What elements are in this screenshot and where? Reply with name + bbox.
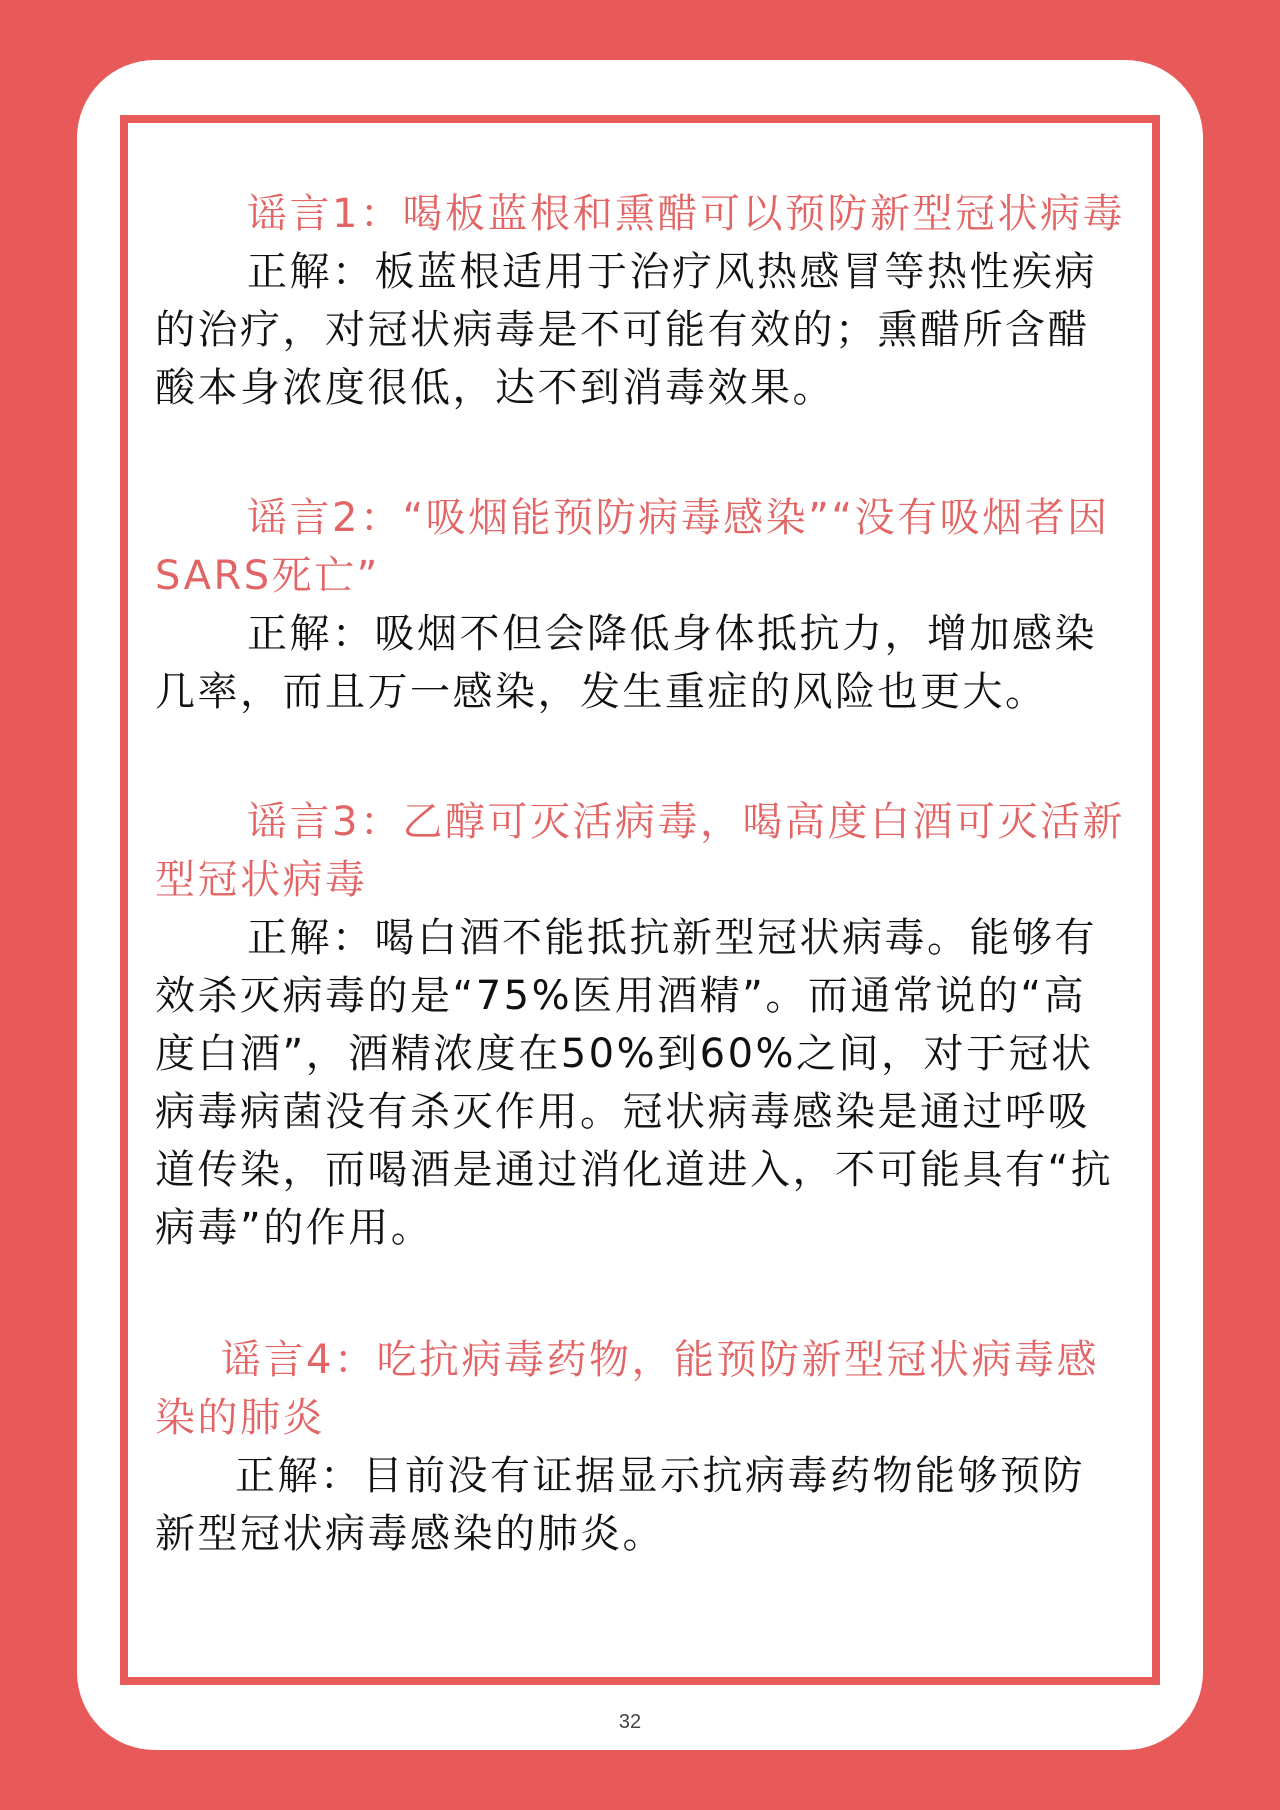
rumor-section-3 (155, 793, 1125, 1257)
rumor-section-2 (155, 489, 1125, 721)
rumor-title-4: 谣言4：吃抗病毒药物，能预防新型冠状病毒感染的肺炎 (155, 1337, 1099, 1441)
rumor-answer-4: 正解：目前没有证据显示抗病毒药物能够预防新型冠状病毒感染的肺炎。 (155, 1453, 1085, 1557)
rumor-title-1: 谣言1：喝板蓝根和熏醋可以预防新型冠状病毒 (247, 191, 1125, 237)
rumor-answer-2: 正解：吸烟不但会降低身体抵抗力，增加感染几率，而且万一感染，发生重症的风险也更大。 (155, 611, 1097, 715)
rumor-title-3: 谣言3：乙醇可灭活病毒，喝高度白酒可灭活新型冠状病毒 (155, 799, 1125, 903)
rumor-section-4 (155, 1331, 1125, 1563)
rumor-answer-1: 正解：板蓝根适用于治疗风热感冒等热性疾病的治疗，对冠状病毒是不可能有效的；熏醋所含醋酸本身浓度很低，达不到消毒效果。 (155, 249, 1097, 411)
rumor-section-1 (155, 185, 1125, 417)
rumor-answer-3: 正解：喝白酒不能抵抗新型冠状病毒。能够有效杀灭病毒的是“75%医用酒精”。而通常说的“高度白酒”，酒精浓度在50%到60%之间，对于冠状病毒病菌没有杀灭作用。冠状病毒感染是通过呼吸道传染，而喝酒是通过消化道进入，不可能具有“抗病毒”的作用。 (155, 915, 1114, 1251)
rumor-title-2: 谣言2：“吸烟能预防病毒感染”“没有吸烟者因SARS死亡” (155, 495, 1110, 599)
page-number: 32 (618, 1711, 642, 1733)
rumor-list (155, 185, 1125, 1563)
